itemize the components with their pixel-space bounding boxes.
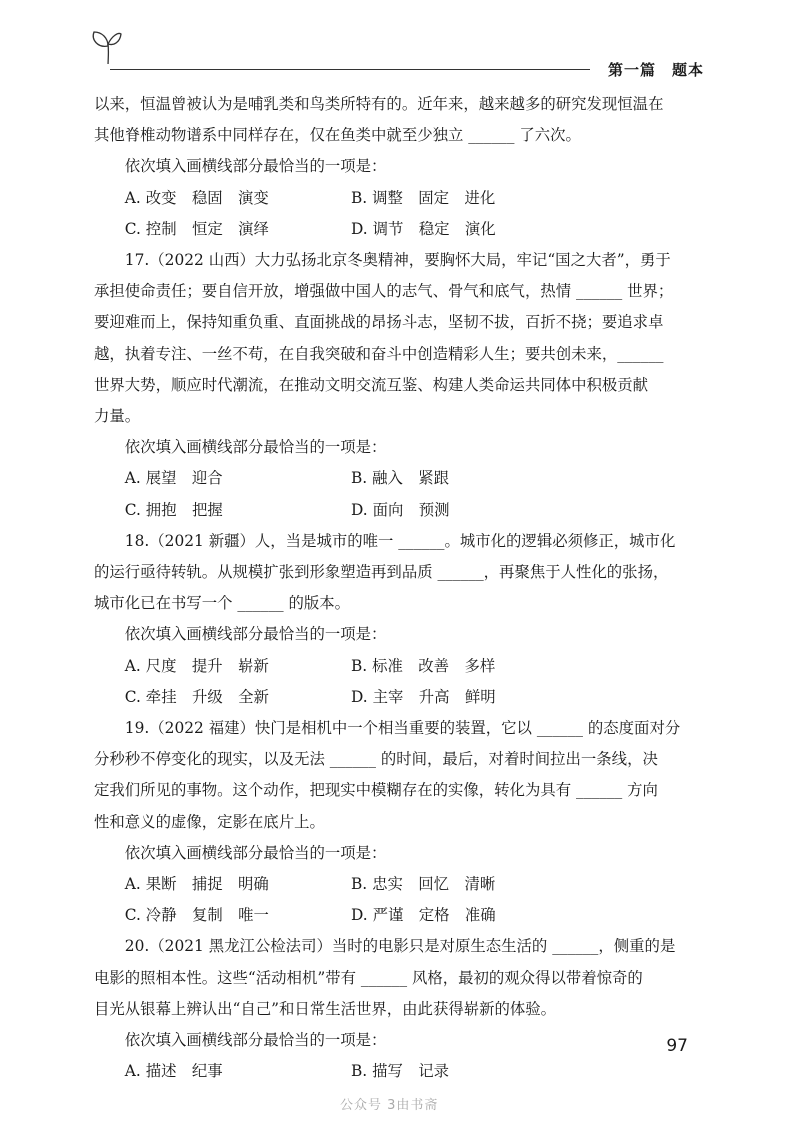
option-c: C. 冷静 复制 唯一 bbox=[124, 906, 269, 925]
watermark: 公众号 3由书斋 bbox=[340, 1098, 439, 1113]
option-c: C. 牵挂 升级 全新 bbox=[124, 687, 269, 706]
page-header bbox=[88, 24, 708, 79]
question-17-line: 要迎难而上，保持知重负重、直面挑战的昂扬斗志，坚韧不拔，百折不挠；要追求卓 bbox=[94, 313, 664, 332]
question-content bbox=[94, 89, 692, 1088]
options-row bbox=[94, 651, 692, 682]
option-a: A. 改变 稳固 演变 bbox=[124, 188, 269, 207]
option-b: B. 融入 紧跟 bbox=[351, 469, 450, 488]
option-a: A. 展望 迎合 bbox=[124, 469, 223, 488]
question-19-line: 19.（2022 福建）快门是相机中一个相当重要的装置，它以 ______ 的态度面对分 bbox=[124, 719, 681, 738]
question-prompt: 依次填入画横线部分最恰当的一项是： bbox=[124, 438, 387, 457]
option-b: B. 描写 记录 bbox=[351, 1062, 450, 1081]
question-20-line: 电影的照相本性。这些“活动相机”带有 ______ 风格，最初的观众得以带着惊奇的 bbox=[94, 968, 643, 987]
question-prompt: 依次填入画横线部分最恰当的一项是： bbox=[124, 1031, 387, 1050]
option-c: C. 控制 恒定 演绎 bbox=[124, 219, 269, 238]
options-row bbox=[94, 682, 692, 713]
options-row bbox=[94, 183, 692, 214]
page-number: 97 bbox=[666, 1036, 688, 1056]
options-row bbox=[94, 1056, 692, 1087]
option-c: C. 拥抱 把握 bbox=[124, 500, 223, 519]
question-20-line: 20.（2021 黑龙江公检法司）当时的电影只是对原生态生活的 ______，侧重的是 bbox=[124, 937, 676, 956]
chapter-title: 第一篇 题本 bbox=[607, 61, 704, 79]
header-rule bbox=[110, 69, 590, 70]
question-18-line: 城市化已在书写一个 ______ 的版本。 bbox=[94, 594, 351, 613]
intro-line: 其他脊椎动物谱系中同样存在，仅在鱼类中就至少独立 ______ 了六次。 bbox=[94, 126, 581, 145]
option-a: A. 描述 纪事 bbox=[124, 1062, 223, 1081]
option-d: D. 主宰 升高 鲜明 bbox=[351, 687, 496, 706]
option-d: D. 调节 稳定 演化 bbox=[351, 219, 496, 238]
question-19-line: 定我们所见的事物。这个动作，把现实中模糊存在的实像，转化为具有 ______ 方向 bbox=[94, 781, 658, 800]
question-19-line: 分秒秒不停变化的现实，以及无法 ______ 的时间，最后，对着时间拉出一条线，决 bbox=[94, 750, 658, 769]
options-row bbox=[94, 214, 692, 245]
options-row bbox=[94, 495, 692, 526]
option-b: B. 标准 改善 多样 bbox=[351, 656, 496, 675]
option-b: B. 调整 固定 进化 bbox=[351, 188, 496, 207]
intro-line: 以来，恒温曾被认为是哺乳类和鸟类所特有的。近年来，越来越多的研究发现恒温在 bbox=[94, 95, 664, 113]
question-prompt: 依次填入画横线部分最恰当的一项是： bbox=[124, 625, 387, 644]
question-17-line: 力量。 bbox=[94, 407, 141, 426]
option-b: B. 忠实 回忆 清晰 bbox=[351, 875, 496, 894]
question-17-line: 17.（2022 山西）大力弘扬北京冬奥精神，要胸怀大局，牢记“国之大者”，勇于 bbox=[124, 251, 671, 270]
question-20-line: 目光从银幕上辨认出“自己”和日常生活世界，由此获得崭新的体验。 bbox=[94, 999, 557, 1018]
question-17-line: 越，执着专注、一丝不苟，在自我突破和奋斗中创造精彩人生；要共创未来，______ bbox=[94, 344, 664, 363]
sprout-icon bbox=[88, 24, 122, 64]
question-17-line: 世界大势，顺应时代潮流，在推动文明交流互鉴、构建人类命运共同体中积极贡献 bbox=[94, 375, 649, 394]
options-row bbox=[94, 900, 692, 931]
option-d: D. 面向 预测 bbox=[351, 500, 450, 519]
option-a: A. 尺度 提升 崭新 bbox=[124, 656, 269, 675]
option-d: D. 严谨 定格 准确 bbox=[351, 906, 496, 925]
options-row bbox=[94, 463, 692, 494]
question-18-line: 18.（2021 新疆）人，当是城市的唯一 ______。城市化的逻辑必须修正，城市化 bbox=[124, 531, 676, 550]
question-18-line: 的运行亟待转轨。从规模扩张到形象塑造再到品质 ______，再聚焦于人性化的张扬， bbox=[94, 563, 669, 582]
question-19-line: 性和意义的虚像，定影在底片上。 bbox=[94, 812, 325, 831]
question-prompt: 依次填入画横线部分最恰当的一项是： bbox=[124, 157, 387, 176]
options-row bbox=[94, 869, 692, 900]
question-17-line: 承担使命责任；要自信开放，增强做中国人的志气、骨气和底气，热情 ______ 世界； bbox=[94, 282, 674, 301]
option-a: A. 果断 捕捉 明确 bbox=[124, 875, 269, 894]
question-prompt: 依次填入画横线部分最恰当的一项是： bbox=[124, 843, 387, 862]
